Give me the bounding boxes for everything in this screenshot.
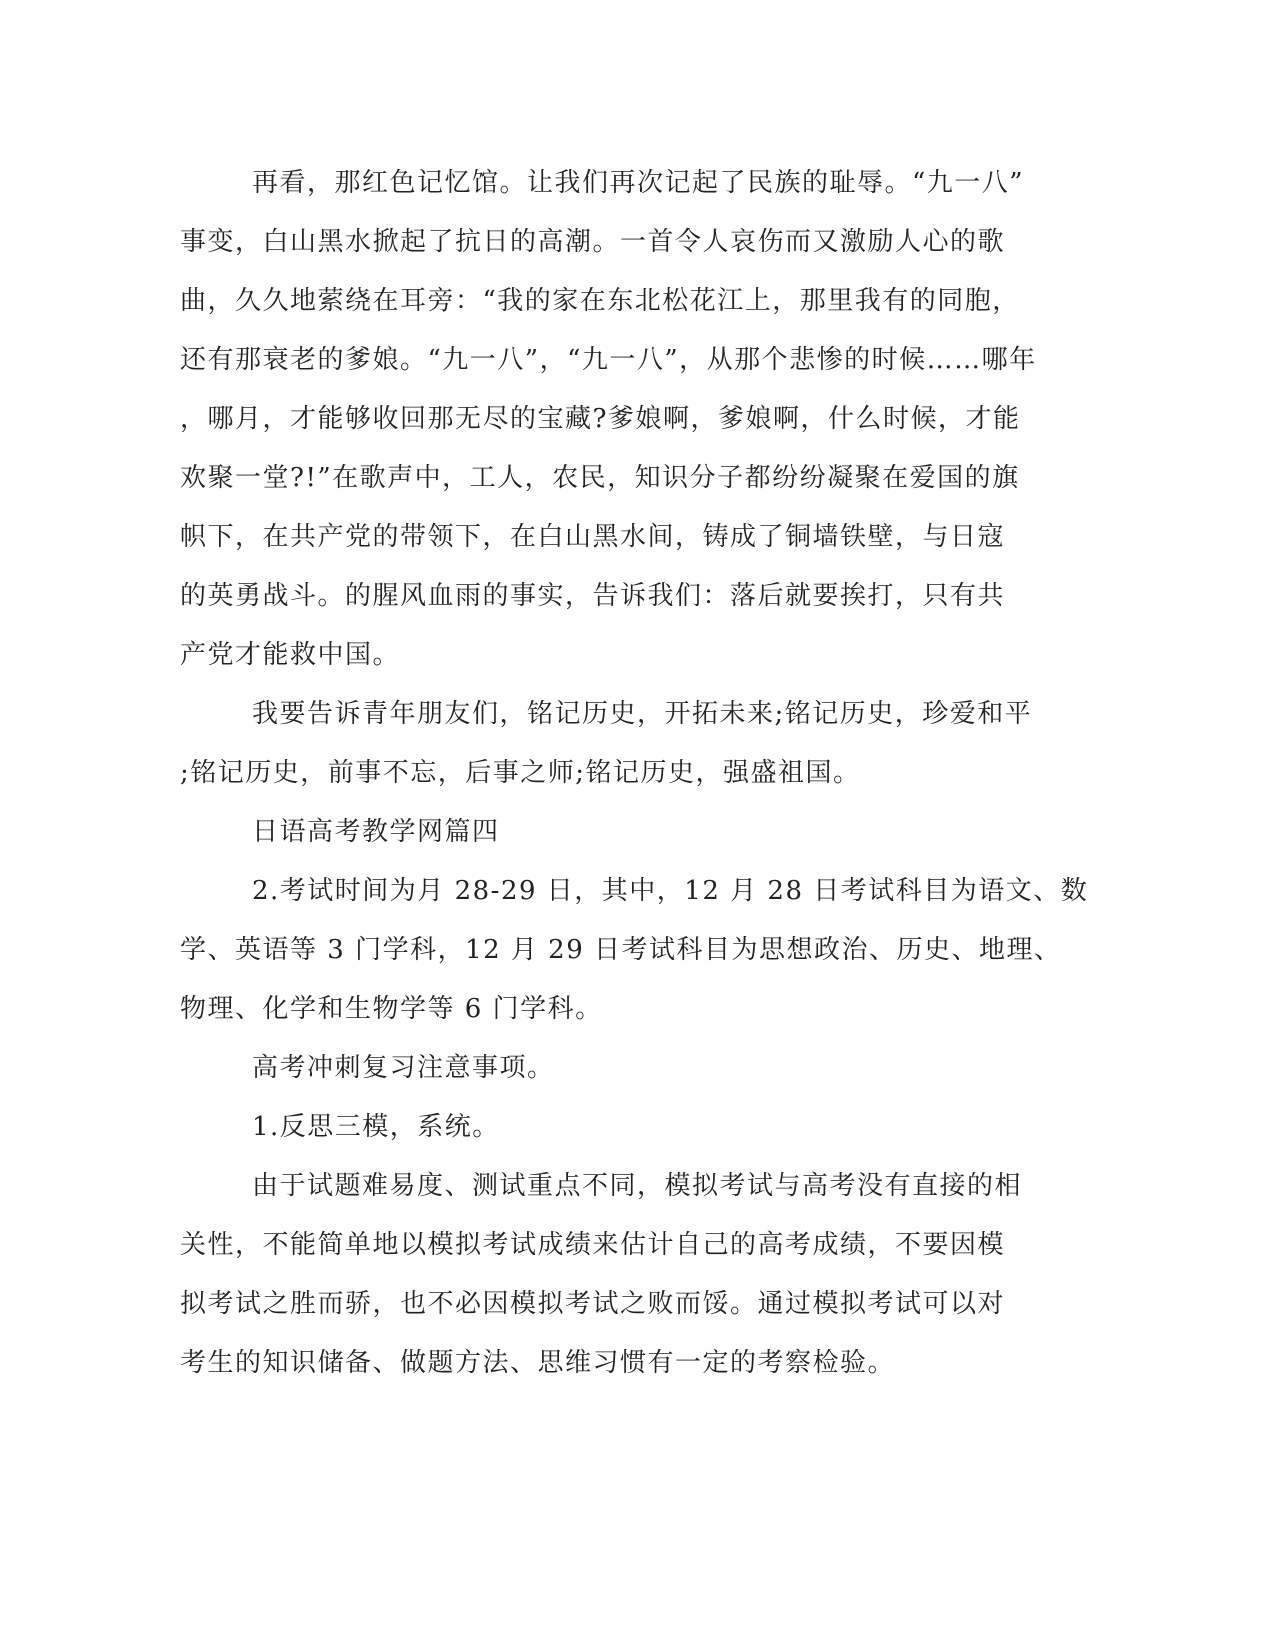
text-line: 产党才能救中国。 xyxy=(180,640,401,670)
text-line: ;铭记历史，前事不忘，后事之师;铭记历史，强盛祖国。 xyxy=(180,758,861,788)
text-line: 还有那衰老的爹娘。“九一八”，“九一八”，从那个悲惨的时候……哪年 xyxy=(180,345,1037,375)
text-line: 再看，那红色记忆馆。让我们再次记起了民族的耻辱。“九一八” xyxy=(252,168,1025,198)
text-line: 拟考试之胜而骄，也不必因模拟考试之败而馁。通过模拟考试可以对 xyxy=(180,1289,1006,1319)
document-body xyxy=(180,154,1089,1393)
text-line: 物理、化学和生物学等 6 门学科。 xyxy=(180,994,603,1024)
text-line: 学、英语等 3 门学科，12 月 29 日考试科目为思想政治、历史、地理、 xyxy=(180,935,1062,965)
text-line: 事变，白山黑水掀起了抗日的高潮。一首令人哀伤而又激励人心的歌 xyxy=(180,227,1006,257)
text-line: 帜下，在共产党的带领下，在白山黑水间，铸成了铜墙铁壁，与日寇 xyxy=(180,522,1006,552)
text-line: 1.反思三模，系统。 xyxy=(252,1112,500,1142)
text-line: 欢聚一堂?!”在歌声中，工人，农民，知识分子都纷纷凝聚在爱国的旗 xyxy=(180,463,1020,493)
text-line: 2.考试时间为月 28-29 日，其中，12 月 28 日考试科目为语文、数 xyxy=(252,876,1089,906)
text-line: 由于试题难易度、测试重点不同，模拟考试与高考没有直接的相 xyxy=(252,1171,1023,1201)
section-heading: 日语高考教学网篇四 xyxy=(252,817,500,847)
text-line: 关性，不能简单地以模拟考试成绩来估计自己的高考成绩，不要因模 xyxy=(180,1230,1006,1260)
text-line: 考生的知识储备、做题方法、思维习惯有一定的考察检验。 xyxy=(180,1348,896,1378)
text-line: 高考冲刺复习注意事项。 xyxy=(252,1053,555,1083)
text-line: 我要告诉青年朋友们，铭记历史，开拓未来;铭记历史，珍爱和平 xyxy=(252,699,1033,729)
text-line: ，哪月，才能够收回那无尽的宝藏?爹娘啊，爹娘啊，什么时候，才能 xyxy=(180,404,1021,434)
text-line: 的英勇战斗。的腥风血雨的事实，告诉我们：落后就要挨打，只有共 xyxy=(180,581,1006,611)
text-line: 曲，久久地萦绕在耳旁：“我的家在东北松花江上，那里我有的同胞， xyxy=(180,286,1020,316)
